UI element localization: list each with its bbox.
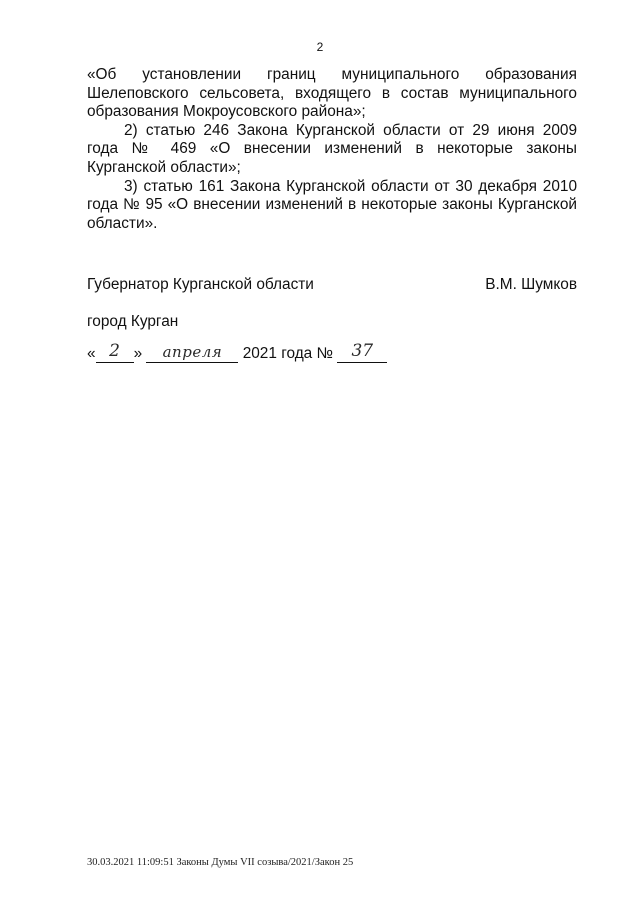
handwritten-day: 2 <box>109 341 120 361</box>
day-blank <box>96 341 134 363</box>
signatory-name: В.М. Шумков <box>485 276 577 293</box>
signatory-title: Губернатор Курганской области <box>87 276 314 293</box>
number-blank <box>337 341 387 363</box>
open-quote: « <box>87 345 96 362</box>
page-number: 2 <box>316 40 324 54</box>
city-line: город Курган <box>87 313 179 330</box>
paragraph-item-3: 3) статью 161 Закона Курганской области от 30 декабря 2010 года № 95 «О внесении изменений в некоторые законы Курганской области». <box>87 177 577 232</box>
handwritten-month: апреля <box>162 343 223 361</box>
document-body <box>87 66 577 233</box>
month-blank <box>146 345 238 363</box>
paragraph-continuation: «Об установлении границ муниципального образования Шелеповского сельсовета, входящего в состав муниципального образования Мокроусовского района»; <box>87 66 577 121</box>
paragraph-item-2: 2) статью 246 Закона Курганской области от 29 июня 2009 года № 469 «О внесении изменений в некоторые законы Курганской области»; <box>87 121 577 176</box>
signature-block <box>87 276 577 294</box>
date-line <box>87 341 387 363</box>
handwritten-number: 37 <box>351 341 374 361</box>
year-number-label: 2021 года № <box>242 345 334 362</box>
footer-stamp: 30.03.2021 11:09:51 Законы Думы VII созыва/2021/Закон 25 <box>87 857 354 868</box>
close-quote: » <box>133 345 143 362</box>
